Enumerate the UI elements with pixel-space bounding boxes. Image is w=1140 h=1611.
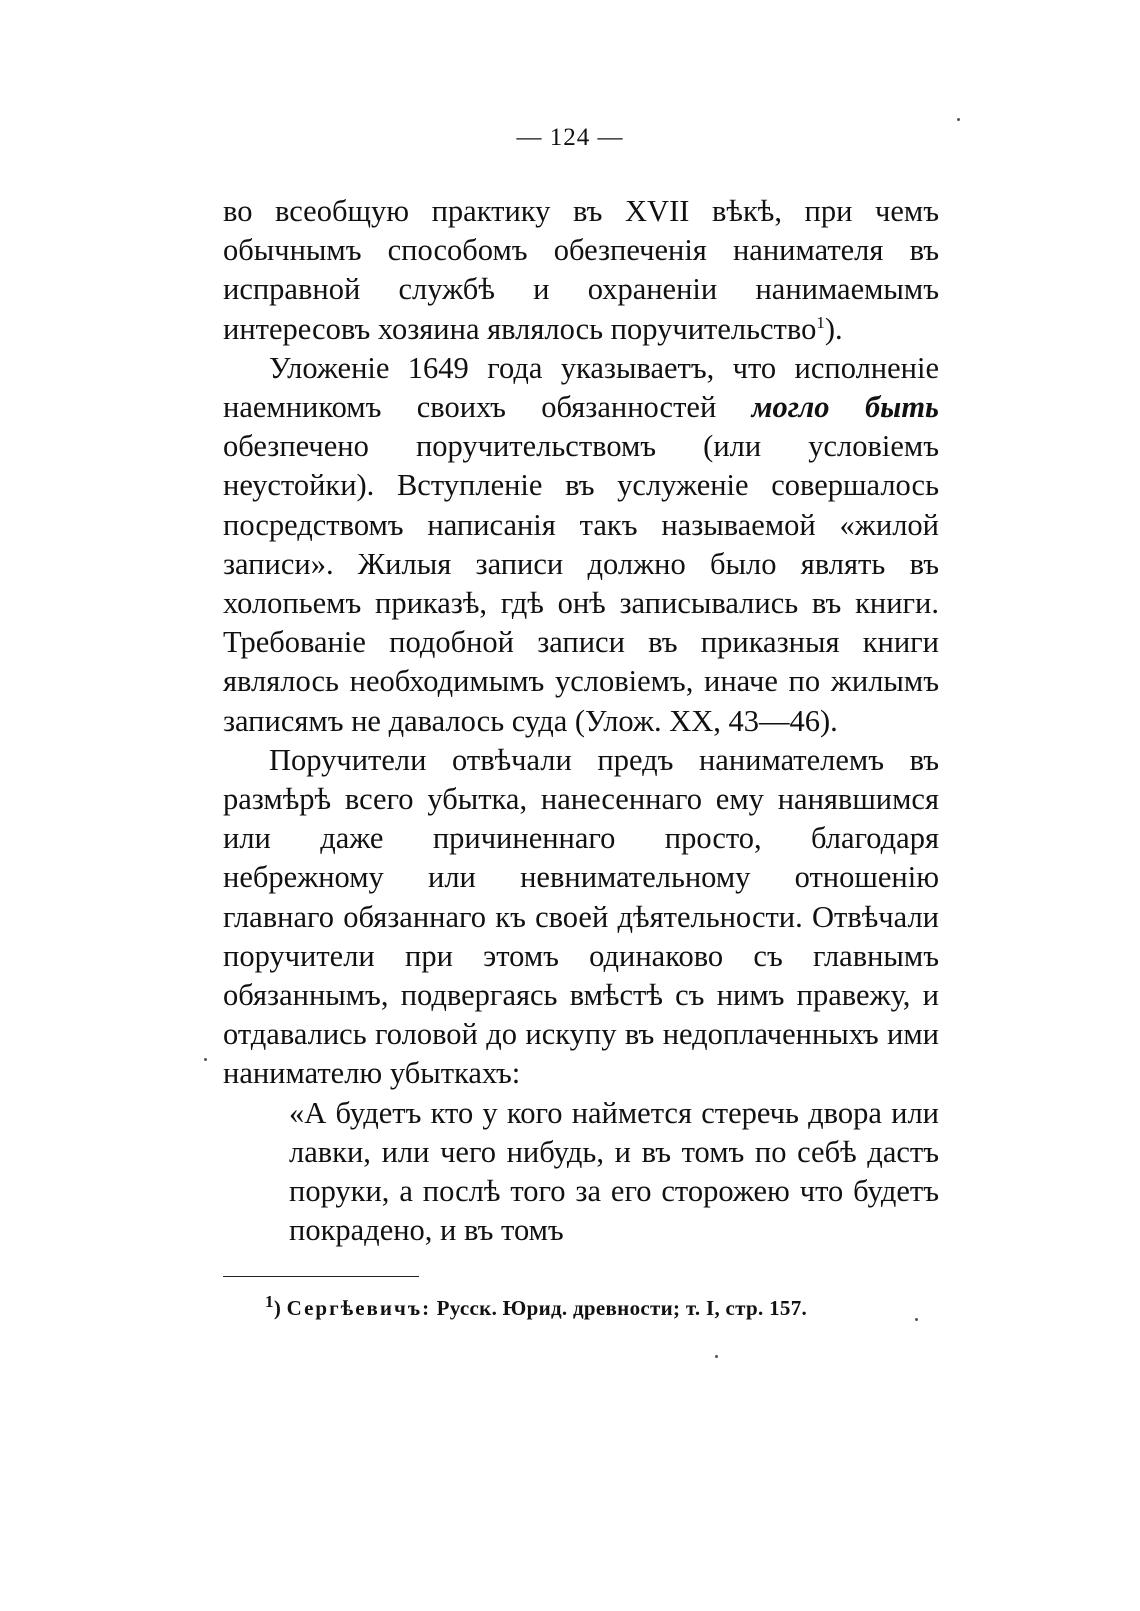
footnote-author: Сергѣевичъ: (286, 1296, 432, 1320)
paragraph-1 (223, 192, 939, 349)
paragraph-2-before: Уложеніе 1649 года указываетъ, что исполненіе наемникомъ своихъ обязанностей (223, 350, 939, 425)
footnote-source: Русск. Юрид. древности; т. I, стр. 157. (436, 1296, 808, 1320)
footnote (265, 1292, 808, 1321)
scan-speck (957, 118, 960, 121)
body-text (223, 192, 939, 1250)
paragraph-2-emphasis: могло быть (751, 390, 939, 425)
scan-speck (715, 1355, 718, 1358)
paragraph-3: Поручители отвѣчали предъ нанимателемъ въ размѣрѣ всего убытка, нанесеннаго ему нанявшимся или даже причиненнаго просто, благодаря небрежному или невнимательному отношенію главнаго обязаннаго къ своей дѣятельности. Отвѣчали поручители при этомъ одинаково съ главнымъ обязаннымъ, подвергаясь вмѣстѣ съ нимъ правежу, и отдавались головой до искупу въ недоплаченныхъ ими нанимателю убыткахъ: (223, 742, 939, 1091)
footnote-mark: 1 (265, 1292, 274, 1311)
quotation: «А будетъ кто у кого наймется стеречь двора или лавки, или чего нибудь, и въ томъ по себѣ дастъ поруки, а послѣ того за его сторожею что будетъ покрадено, и въ томъ (289, 1095, 939, 1248)
paragraph-1-tail: ). (824, 311, 843, 346)
paragraph-1-text: во всеобщую практику въ XVII вѣкѣ, при чемъ обычнымъ способомъ обезпеченія нанимателя въ исправной службѣ и охраненіи нанимаемымъ интересовъ хозяина являлось поручительство (223, 194, 939, 346)
scan-speck (915, 1318, 918, 1321)
footnote-paren: ) (273, 1296, 282, 1320)
footnote-divider (223, 1276, 419, 1277)
scan-speck (204, 1058, 207, 1061)
footnote-reference[interactable]: 1 (816, 312, 825, 332)
paragraph-2-after: обезпечено поручительствомъ (или условіемъ неустойки). Вступленіе въ услуженіе совершалось посредствомъ написанія такъ называемой «жилой записи». Жилыя записи должно было являть въ холопьемъ приказѣ, гдѣ онѣ записывались въ книги. Требованіе подобной записи въ приказныя книги являлось необходимымъ условіемъ, иначе по жилымъ записямъ не давалось суда (Улож. XX, 43—46). (223, 429, 939, 738)
page-number: — 124 — (516, 124, 624, 151)
paragraph-2 (223, 349, 939, 741)
